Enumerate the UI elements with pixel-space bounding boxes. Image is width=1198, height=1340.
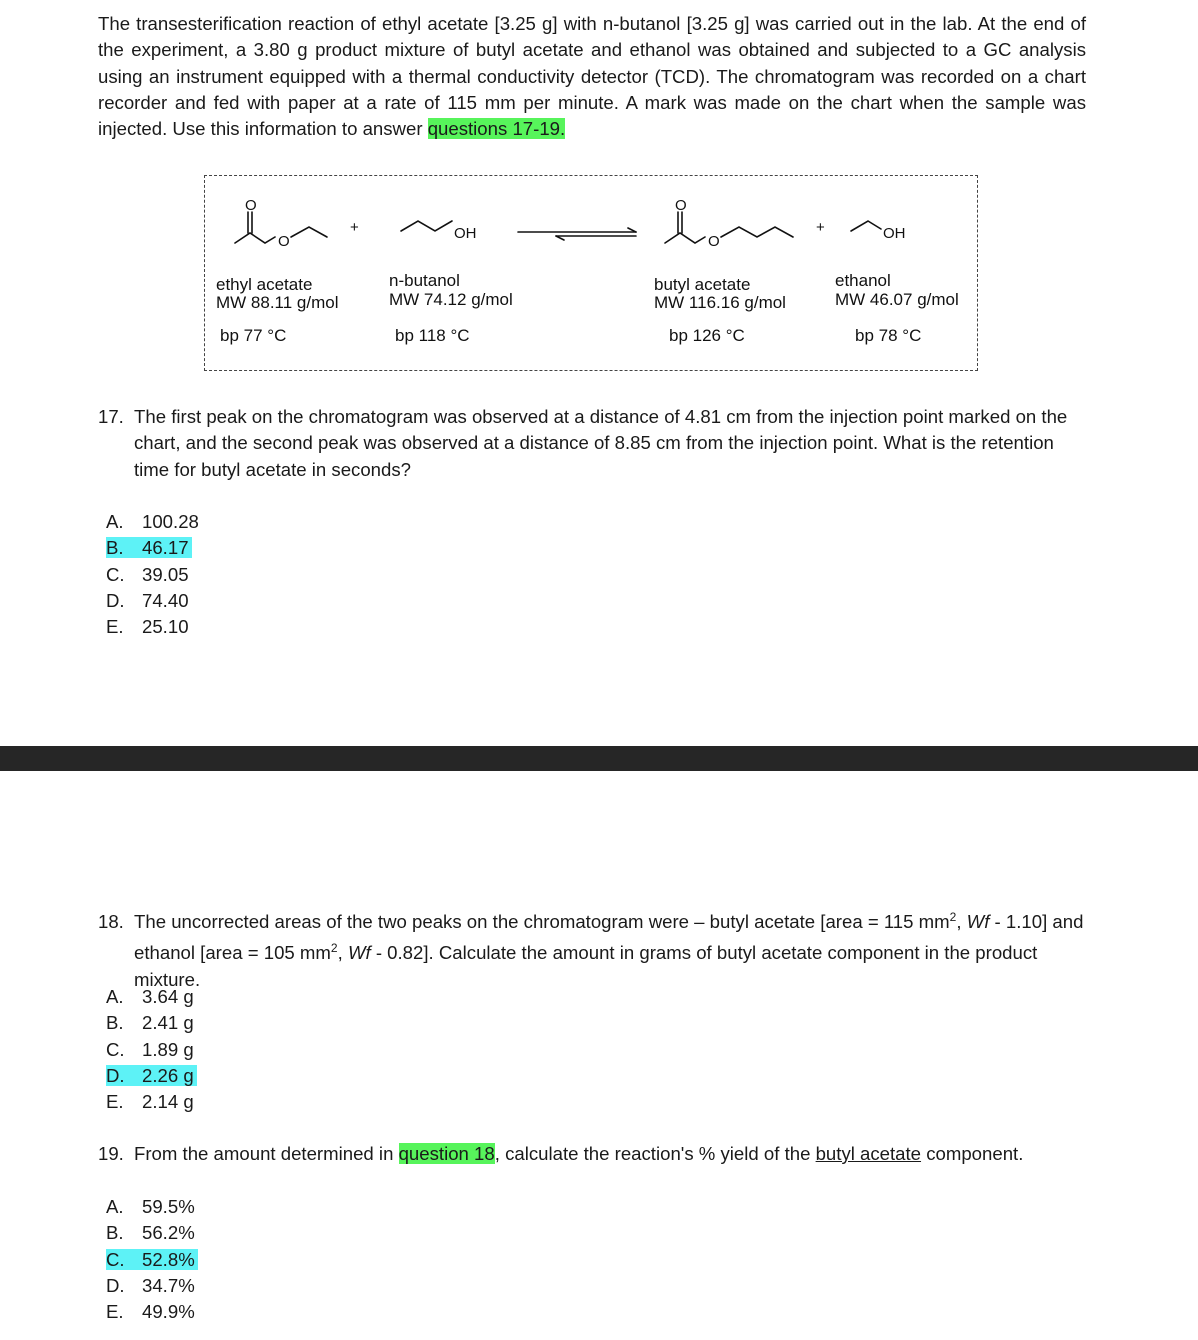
ethyl-acetate-o-ester: O xyxy=(278,233,290,250)
reaction-scheme xyxy=(204,175,978,371)
choice-letter: C. xyxy=(106,1248,125,1270)
choice-text: 49.9% xyxy=(142,1301,195,1323)
question-19-text-2: , calculate the reaction's % yield of the xyxy=(494,1143,811,1164)
choice-text: 39.05 xyxy=(142,563,189,585)
ethyl-acetate-bp: bp 77 °C xyxy=(220,326,287,345)
ethyl-acetate-name: ethyl acetate xyxy=(216,275,313,294)
choice-text: 46.17 xyxy=(142,537,189,559)
intro-text: The transesterification reaction of ethyl acetate [3.25 g] with n-butanol [3.25 g] was carried out in the lab. At the end of the experiment, a 3.80 g product mixture of butyl acetate and ethanol was obtained and subjected to a GC analysis using an instrument equipped with a thermal conductivity detector (TCD). The chromatogram was recorded on a chart recorder and fed with paper at a rate of 115 mm per minute. A mark was made on the chart when the sample was injected. Use this information to answer xyxy=(98,13,1086,140)
choice-letter: B. xyxy=(106,1222,124,1244)
choice-letter: C. xyxy=(106,1038,125,1060)
ethanol-oh: OH xyxy=(883,225,906,242)
choice-letter: B. xyxy=(106,1012,124,1034)
question-19-text-3: component. xyxy=(926,1143,1024,1164)
question-18-text-4: , xyxy=(337,942,348,964)
choice-18-b[interactable] xyxy=(106,1010,197,1036)
choice-17-c[interactable] xyxy=(106,562,199,588)
choice-text: 100.28 xyxy=(142,511,199,532)
choice-text: 25.10 xyxy=(142,616,189,638)
choice-letter: D. xyxy=(106,589,125,611)
n-butanol-mw: MW 74.12 g/mol xyxy=(389,290,513,309)
ethanol-mw: MW 46.07 g/mol xyxy=(835,290,959,309)
choice-text: 2.41 g xyxy=(142,1012,194,1034)
plus-2: + xyxy=(816,219,825,236)
question-18-text-5: - 0.82]. Calculate the amount in grams of butyl acetate component in the product mixture. xyxy=(134,942,1038,990)
question-19 xyxy=(98,1141,1086,1167)
choice-letter: A. xyxy=(106,986,124,1007)
intro-highlight: questions 17-19. xyxy=(427,118,566,140)
superscript-2: 2 xyxy=(330,941,338,956)
choice-18-c[interactable] xyxy=(106,1037,197,1063)
choice-letter: A. xyxy=(106,1196,124,1217)
butyl-acetate-skeleton xyxy=(665,233,705,243)
choice-18-d[interactable] xyxy=(106,1063,197,1089)
question-18-number: 18. xyxy=(98,911,124,933)
plus-1: + xyxy=(350,219,359,236)
n-butanol-name: n-butanol xyxy=(389,271,460,290)
butyl-acetate-o-carbonyl: O xyxy=(675,197,687,214)
question-18 xyxy=(98,904,1086,993)
choice-18-d-highlight xyxy=(106,1065,197,1086)
question-18-text-1: The uncorrected areas of the two peaks on the chromatogram were – butyl acetate [area = 115 mm xyxy=(134,911,950,933)
choice-18-e[interactable] xyxy=(106,1089,197,1115)
choice-17-e[interactable] xyxy=(106,614,199,640)
page-divider xyxy=(0,746,1198,771)
n-butanol-skeleton xyxy=(401,221,452,231)
choice-17-b-highlight xyxy=(106,537,192,558)
question-18-choices xyxy=(106,984,197,1115)
question-18-text-3: - 1.10] and ethanol [area = 105 mm xyxy=(134,911,1084,964)
choice-letter: E. xyxy=(106,616,124,638)
choice-letter: D. xyxy=(106,1064,125,1086)
superscript-2: 2 xyxy=(949,910,957,924)
ethyl-acetate-mw: MW 88.11 g/mol xyxy=(216,293,339,312)
n-butanol-bp: bp 118 °C xyxy=(395,326,470,345)
choice-text: 2.14 g xyxy=(142,1091,194,1113)
choice-letter: E. xyxy=(106,1301,124,1323)
choice-19-c[interactable] xyxy=(106,1247,198,1273)
choice-text: 34.7% xyxy=(142,1274,195,1296)
butyl-acetate-bp: bp 126 °C xyxy=(669,326,745,345)
n-butanol-oh: OH xyxy=(454,225,477,242)
question-19-highlight: question 18 xyxy=(398,1143,495,1164)
choice-19-d[interactable] xyxy=(106,1273,198,1299)
choice-18-a[interactable] xyxy=(106,984,197,1010)
question-19-text-1: From the amount determined in xyxy=(134,1143,394,1164)
question-19-underlined: butyl acetate xyxy=(815,1143,922,1164)
choice-text: 1.89 g xyxy=(142,1038,194,1060)
choice-text: 56.2% xyxy=(142,1222,195,1244)
question-18-text-2: , xyxy=(956,911,967,933)
choice-text: 52.8% xyxy=(142,1248,195,1270)
ethanol-name: ethanol xyxy=(835,271,891,290)
butyl-acetate-mw: MW 116.16 g/mol xyxy=(654,293,786,312)
butyl-acetate-butyl xyxy=(721,227,793,237)
choice-19-a[interactable] xyxy=(106,1194,198,1220)
ethyl-acetate-ethyl xyxy=(291,227,327,237)
intro-paragraph xyxy=(98,11,1086,142)
choice-text: 59.5% xyxy=(142,1196,195,1217)
butyl-acetate-name: butyl acetate xyxy=(654,275,751,294)
choice-letter: D. xyxy=(106,1274,125,1296)
question-17-choices xyxy=(106,509,199,640)
choice-text: 74.40 xyxy=(142,589,189,611)
question-19-choices xyxy=(106,1194,198,1325)
butyl-acetate-o-ester: O xyxy=(708,233,720,250)
ethyl-acetate-o-carbonyl: O xyxy=(245,197,257,214)
ethanol-skeleton xyxy=(851,221,881,231)
choice-text: 2.26 g xyxy=(142,1064,194,1086)
question-17-text: The first peak on the chromatogram was observed at a distance of 4.81 cm from the injection point marked on the chart, and the second peak was observed at a distance of 8.85 cm from the injection point. What is the retention time for butyl acetate in seconds? xyxy=(134,406,1068,480)
question-19-number: 19. xyxy=(98,1143,124,1164)
choice-17-b[interactable] xyxy=(106,535,199,561)
choice-text: 3.64 g xyxy=(142,986,194,1007)
ethanol-bp: bp 78 °C xyxy=(855,326,922,345)
choice-19-b[interactable] xyxy=(106,1220,198,1246)
choice-17-d[interactable] xyxy=(106,588,199,614)
choice-19-e[interactable] xyxy=(106,1299,198,1325)
question-17 xyxy=(98,404,1086,483)
choice-19-c-highlight xyxy=(106,1249,198,1270)
choice-letter: E. xyxy=(106,1091,124,1113)
ethyl-acetate-skeleton xyxy=(235,233,275,243)
choice-letter: B. xyxy=(106,537,124,559)
wf-label: Wf xyxy=(966,911,990,933)
wf-label: Wf xyxy=(347,942,371,964)
choice-letter: C. xyxy=(106,563,125,585)
question-17-number: 17. xyxy=(98,406,124,427)
choice-17-a[interactable] xyxy=(106,509,199,535)
choice-letter: A. xyxy=(106,511,124,532)
